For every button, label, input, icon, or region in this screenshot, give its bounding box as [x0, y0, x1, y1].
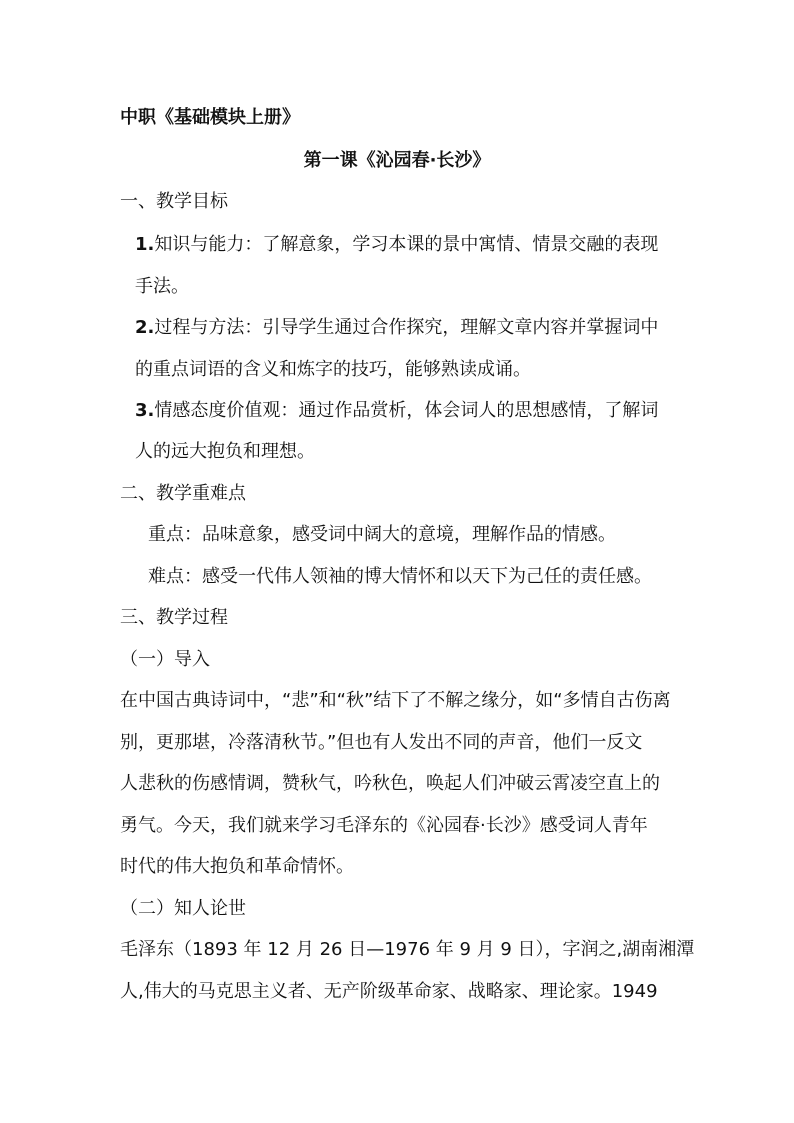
intro-line-3: 人悲秋的伤感情调，赞秋气，吟秋色，唤起人们冲破云霄凌空直上的 [120, 773, 660, 794]
difficult-point: 难点：感受一代伟人领袖的博大情怀和以天下为己任的责任感。 [148, 566, 652, 587]
author-line-2: 人,伟大的马克思主义者、无产阶级革命家、战略家、理论家。1949 [120, 981, 658, 1002]
intro-line-1: 在中国古典诗词中，“悲”和“秋”结下了不解之缘分，如“多情自古伤离 [120, 690, 671, 711]
objective-1-line-2: 手法。 [135, 276, 189, 297]
objective-3-line-1 [135, 399, 658, 423]
objective-3-label: 3. [135, 400, 155, 421]
document-header: 中职《基础模块上册》 [120, 107, 300, 128]
objective-2-line-1 [135, 316, 658, 340]
lesson-title: 第一课《沁园春·长沙》 [303, 150, 491, 171]
objective-3-text: 情感态度价值观：通过作品赏析，体会词人的思想感情，了解词 [154, 400, 659, 421]
objective-2-text: 过程与方法：引导学生通过合作探究，理解文章内容并掌握词中 [154, 317, 659, 338]
objective-2-line-2: 的重点词语的含义和炼字的技巧，能够熟读成诵。 [135, 359, 531, 380]
section-heading-process: 三、教学过程 [120, 607, 228, 628]
subsection-heading-intro: （一）导入 [120, 649, 210, 670]
key-point: 重点：品味意象，感受词中阔大的意境，理解作品的情感。 [148, 524, 616, 545]
subsection-heading-author: （二）知人论世 [120, 898, 246, 919]
intro-line-5: 时代的伟大抱负和革命情怀。 [120, 856, 354, 877]
objective-1-label: 1. [135, 234, 155, 255]
author-line-1: 毛泽东（1893 年 12 月 26 日—1976 年 9 月 9 日），字润之,湖南湘潭 [120, 939, 695, 960]
objective-1-line-1 [135, 233, 658, 257]
objective-2-label: 2. [135, 317, 155, 338]
section-heading-key-points: 二、教学重难点 [120, 483, 246, 504]
section-heading-objectives: 一、教学目标 [120, 191, 228, 212]
intro-line-4: 勇气。今天，我们就来学习毛泽东的《沁园春·长沙》感受词人青年 [120, 815, 648, 836]
intro-line-2: 别，更那堪，冷落清秋节。”但也有人发出不同的声音，他们一反文 [120, 732, 643, 753]
objective-1-text: 知识与能力：了解意象，学习本课的景中寓情、情景交融的表现 [154, 234, 659, 255]
objective-3-line-2: 人的远大抱负和理想。 [135, 441, 315, 462]
